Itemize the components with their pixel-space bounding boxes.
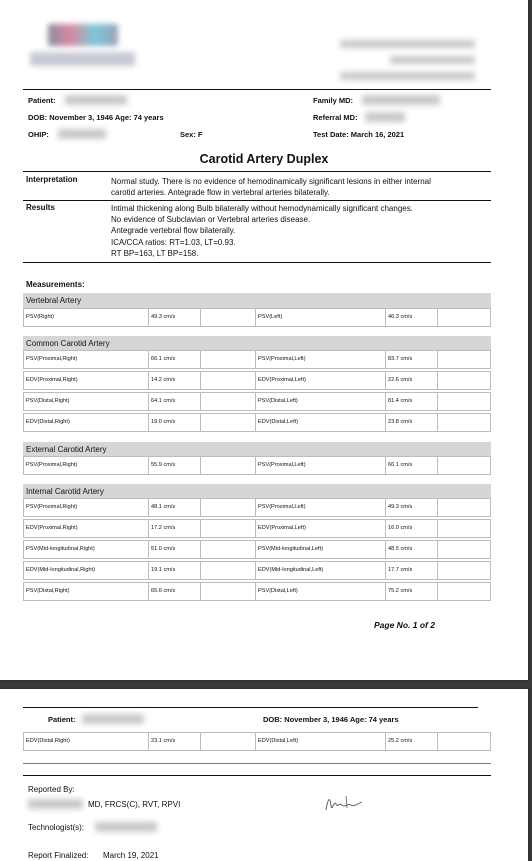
physician-name-redacted: [28, 799, 83, 809]
table-cell: PSV(Right): [24, 309, 149, 326]
table-cell: EDV(Mid-longitudinal,Left): [256, 562, 386, 579]
table-cell: [201, 414, 256, 431]
family-md-label: Family MD:: [313, 96, 354, 105]
table-cell: 17.7 cm/s: [386, 562, 438, 579]
clinic-logo: [30, 18, 135, 73]
sex: Sex: F: [180, 130, 203, 139]
table-cell: EDV(Mid-longitudinal,Right): [24, 562, 149, 579]
results-top-rule: [23, 200, 491, 201]
table-row: [23, 498, 491, 517]
clinic-address: [335, 40, 475, 85]
table-cell: 49.3 cm/s: [386, 499, 438, 516]
table-cell: 49.3 cm/s: [149, 309, 201, 326]
table-cell: 64.1 cm/s: [149, 393, 201, 410]
interpretation-label: Interpretation: [26, 175, 78, 184]
interp-top-rule: [23, 171, 491, 172]
table-cell: [201, 457, 256, 474]
table-cell: [201, 733, 256, 750]
report-page-2: [0, 689, 528, 861]
table-cell: 51.0 cm/s: [149, 541, 201, 558]
signature: [322, 792, 367, 814]
table-row: [23, 540, 491, 559]
measurements-label: Measurements:: [26, 280, 85, 289]
table-cell: PSV(Left): [256, 309, 386, 326]
table-cell: 16.0 cm/s: [386, 520, 438, 537]
table-cell: [201, 393, 256, 410]
table-cell: PSV(Mid-longitudinal,Left): [256, 541, 386, 558]
table-cell: EDV(Proximal,Right): [24, 520, 149, 537]
table-cell: PSV(Proximal,Right): [24, 351, 149, 368]
section-external-carotid-artery: External Carotid Artery: [23, 442, 491, 457]
reported-by-label: Reported By:: [28, 785, 75, 794]
table-row: [23, 350, 491, 369]
table-cell: 66.1 cm/s: [149, 351, 201, 368]
referral-md-redacted: [365, 112, 405, 122]
table-cell: 23.8 cm/s: [386, 414, 438, 431]
table-cell: 81.4 cm/s: [386, 393, 438, 410]
table-cell: [201, 351, 256, 368]
table-cell: PSV(Distal,Left): [256, 583, 386, 600]
table-cell: 25.2 cm/s: [386, 733, 438, 750]
results-bottom-rule: [23, 262, 491, 263]
table-row: [23, 308, 491, 327]
table-cell: 48.1 cm/s: [149, 499, 201, 516]
results-label: Results: [26, 203, 55, 212]
referral-md-label: Referral MD:: [313, 113, 358, 122]
table-cell: [201, 499, 256, 516]
results-text: Intimal thickening along Bulb bilaterally without hemodynamically significant changes. No evidence of Subclavian or Vertebral arteries disease. Antegrade vertebral flow bilaterally. ICA/CCA ratios: RT=1.03, LT=0.93. RT BP=163, LT BP=158.: [111, 204, 413, 258]
section-common-carotid-artery: Common Carotid Artery: [23, 336, 491, 351]
table-cell: PSV(Mid-longitudinal,Right): [24, 541, 149, 558]
table-cell: 14.2 cm/s: [149, 372, 201, 389]
table-cell: [438, 562, 490, 579]
table-cell: 75.2 cm/s: [386, 583, 438, 600]
page-number: Page No. 1 of 2: [374, 620, 435, 630]
technologist-redacted: [95, 822, 157, 832]
table-cell: [438, 499, 490, 516]
table-cell: EDV(Proximal,Left): [256, 372, 386, 389]
table-cell: [438, 457, 490, 474]
table-cell: [201, 372, 256, 389]
patient-name-redacted: [65, 95, 127, 105]
table-row: [23, 561, 491, 580]
section-vertebral-artery: Vertebral Artery: [23, 293, 491, 308]
table-row: [23, 371, 491, 390]
table-cell: EDV(Distal,Left): [256, 414, 386, 431]
table-cell: [201, 541, 256, 558]
p2-patient-label: Patient:: [48, 715, 76, 724]
ohip-label: OHIP:: [28, 130, 49, 139]
table-cell: [438, 393, 490, 410]
table-cell: EDV(Proximal,Left): [256, 520, 386, 537]
table-row: [23, 392, 491, 411]
header-top-rule: [23, 89, 491, 90]
table-cell: 17.2 cm/s: [149, 520, 201, 537]
p2-mid-rule-2: [23, 775, 491, 776]
table-cell: [438, 372, 490, 389]
interpretation-text: Normal study. There is no evidence of hemodinamically significant lesions in either internal carotid arteries. Antegrade flow in vertebral arteries bilaterally.: [111, 177, 431, 198]
p2-mid-rule-1: [23, 763, 491, 764]
p2-patient-redacted: [82, 714, 144, 724]
table-cell: PSV(Distal,Left): [256, 393, 386, 410]
table-cell: PSV(Proximal,Left): [256, 457, 386, 474]
table-cell: 19.1 cm/s: [149, 562, 201, 579]
table-cell: [438, 583, 490, 600]
patient-label: Patient:: [28, 96, 56, 105]
table-cell: 19.0 cm/s: [149, 414, 201, 431]
technologist-label: Technologist(s):: [28, 823, 85, 832]
table-cell: EDV(Distal,Left): [256, 733, 386, 750]
test-date: Test Date: March 16, 2021: [313, 130, 405, 139]
table-cell: PSV(Proximal,Right): [24, 499, 149, 516]
table-row: [23, 519, 491, 538]
report-title: Carotid Artery Duplex: [199, 152, 329, 166]
table-cell: 23.1 cm/s: [149, 733, 201, 750]
table-cell: [438, 520, 490, 537]
table-cell: [201, 520, 256, 537]
finalized-label: Report Finalized:: [28, 851, 89, 860]
table-cell: [201, 583, 256, 600]
table-cell: 66.1 cm/s: [386, 457, 438, 474]
table-cell: [438, 733, 490, 750]
table-cell: 83.7 cm/s: [386, 351, 438, 368]
ohip-redacted: [58, 129, 106, 139]
table-cell: [438, 414, 490, 431]
p2-top-rule: [23, 707, 478, 708]
finalized-date: March 19, 2021: [103, 851, 159, 860]
table-cell: EDV(Distal,Right): [24, 733, 149, 750]
table-cell: PSV(Proximal,Left): [256, 499, 386, 516]
family-md-redacted: [362, 95, 440, 105]
table-row: [23, 582, 491, 601]
table-cell: 55.9 cm/s: [149, 457, 201, 474]
table-cell: EDV(Proximal,Right): [24, 372, 149, 389]
section-internal-carotid-artery: Internal Carotid Artery: [23, 484, 491, 499]
table-cell: PSV(Distal,Right): [24, 393, 149, 410]
table-row: [23, 456, 491, 475]
table-cell: [438, 351, 490, 368]
table-cell: [201, 562, 256, 579]
table-cell: [201, 309, 256, 326]
table-cell: 46.3 cm/s: [386, 309, 438, 326]
table-cell: PSV(Distal,Right): [24, 583, 149, 600]
p2-dob-age: DOB: November 3, 1946 Age: 74 years: [263, 715, 399, 724]
table-row: [23, 413, 491, 432]
table-cell: [438, 541, 490, 558]
table-cell: 22.6 cm/s: [386, 372, 438, 389]
table-cell: PSV(Proximal,Left): [256, 351, 386, 368]
table-cell: EDV(Distal,Right): [24, 414, 149, 431]
physician-credentials: MD, FRCS(C), RVT, RPVI: [88, 800, 181, 809]
table-cell: PSV(Proximal,Right): [24, 457, 149, 474]
table-cell: 65.6 cm/s: [149, 583, 201, 600]
table-row: [23, 732, 491, 751]
dob-age: DOB: November 3, 1946 Age: 74 years: [28, 113, 164, 122]
table-cell: [438, 309, 490, 326]
table-cell: 48.5 cm/s: [386, 541, 438, 558]
